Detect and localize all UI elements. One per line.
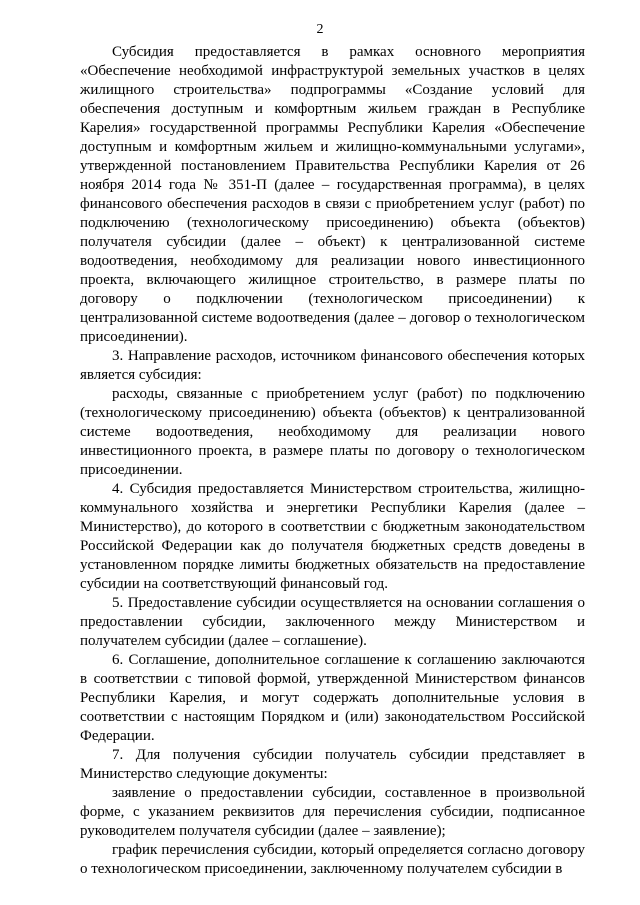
paragraph-subsidy-purpose: Субсидия предоставляется в рамках основного мероприятия «Обеспечение необходимой инфраструктурой земельных участков в целях жилищного строительства» подпрограммы «Создание условий для обеспечения доступным и комфортным жильем граждан в Республике Карелия» государственной программы Республики Карелия «Обеспечение доступным и комфортным жильем и жилищно-коммунальными услугами», утвержденной постановлением Правительства Республики Карелия от 26 ноября 2014 года № 351-П (далее – государственная программа), в целях финансового обеспечения расходов в связи с приобретением услуг (работ) по подключению (технологическому присоединению) объекта (объектов) получателя субсидии (далее – объект) к централизованной системе водоотведения, необходимому для реализации нового инвестиционного проекта, включающего жилищное строительство, в размере платы по договору о подключении (технологическом присоединении) к централизованной системе водоотведения (далее – договор о технологическом присоединении). — [80, 44, 585, 345]
paragraph-payment-schedule: график перечисления субсидии, который определяется согласно договору о технологическом присоединении, заключенному получателем субсидии в — [80, 842, 585, 877]
paragraph-7-documents: 7. Для получения субсидии получатель субсидии представляет в Министерство следующие документы: — [80, 747, 585, 782]
paragraph-expense-description: расходы, связанные с приобретением услуг (работ) по подключению (технологическому присоединению) объекта (объектов) к централизованной системе водоотведения, необходимому для реализации нового инвестиционного проекта, в размере платы по договору о технологическом присоединении. — [80, 386, 585, 478]
paragraph-6-additional-agreement: 6. Соглашение, дополнительное соглашение к соглашению заключаются в соответствии с типовой формой, утвержденной Министерством финансов Республики Карелия, и могут содержать дополнительные условия в соответствии с настоящим Порядком и (или) законодательством Российской Федерации. — [80, 652, 585, 744]
paragraph-3-expense-direction: 3. Направление расходов, источником финансового обеспечения которых является субсидия: — [80, 348, 585, 383]
paragraph-5-agreement: 5. Предоставление субсидии осуществляется на основании соглашения о предоставлении субсидии, заключенного между Министерством и получателем субсидии (далее – соглашение). — [80, 595, 585, 649]
paragraph-4-ministry: 4. Субсидия предоставляется Министерством строительства, жилищно-коммунального хозяйства и энергетики Республики Карелия (далее – Министерство), до которого в соответствии с бюджетным законодательством Российской Федерации как до получателя бюджетных средств доведены в установленном порядке лимиты бюджетных обязательств на предоставление субсидии на соответствующий финансовый год. — [80, 481, 585, 592]
page-number: 2 — [316, 22, 324, 37]
document-body — [80, 43, 585, 879]
paragraph-application: заявление о предоставлении субсидии, составленное в произвольной форме, с указанием реквизитов для перечисления субсидии, подписанное руководителем получателя субсидии (далее – заявление); — [80, 785, 585, 839]
